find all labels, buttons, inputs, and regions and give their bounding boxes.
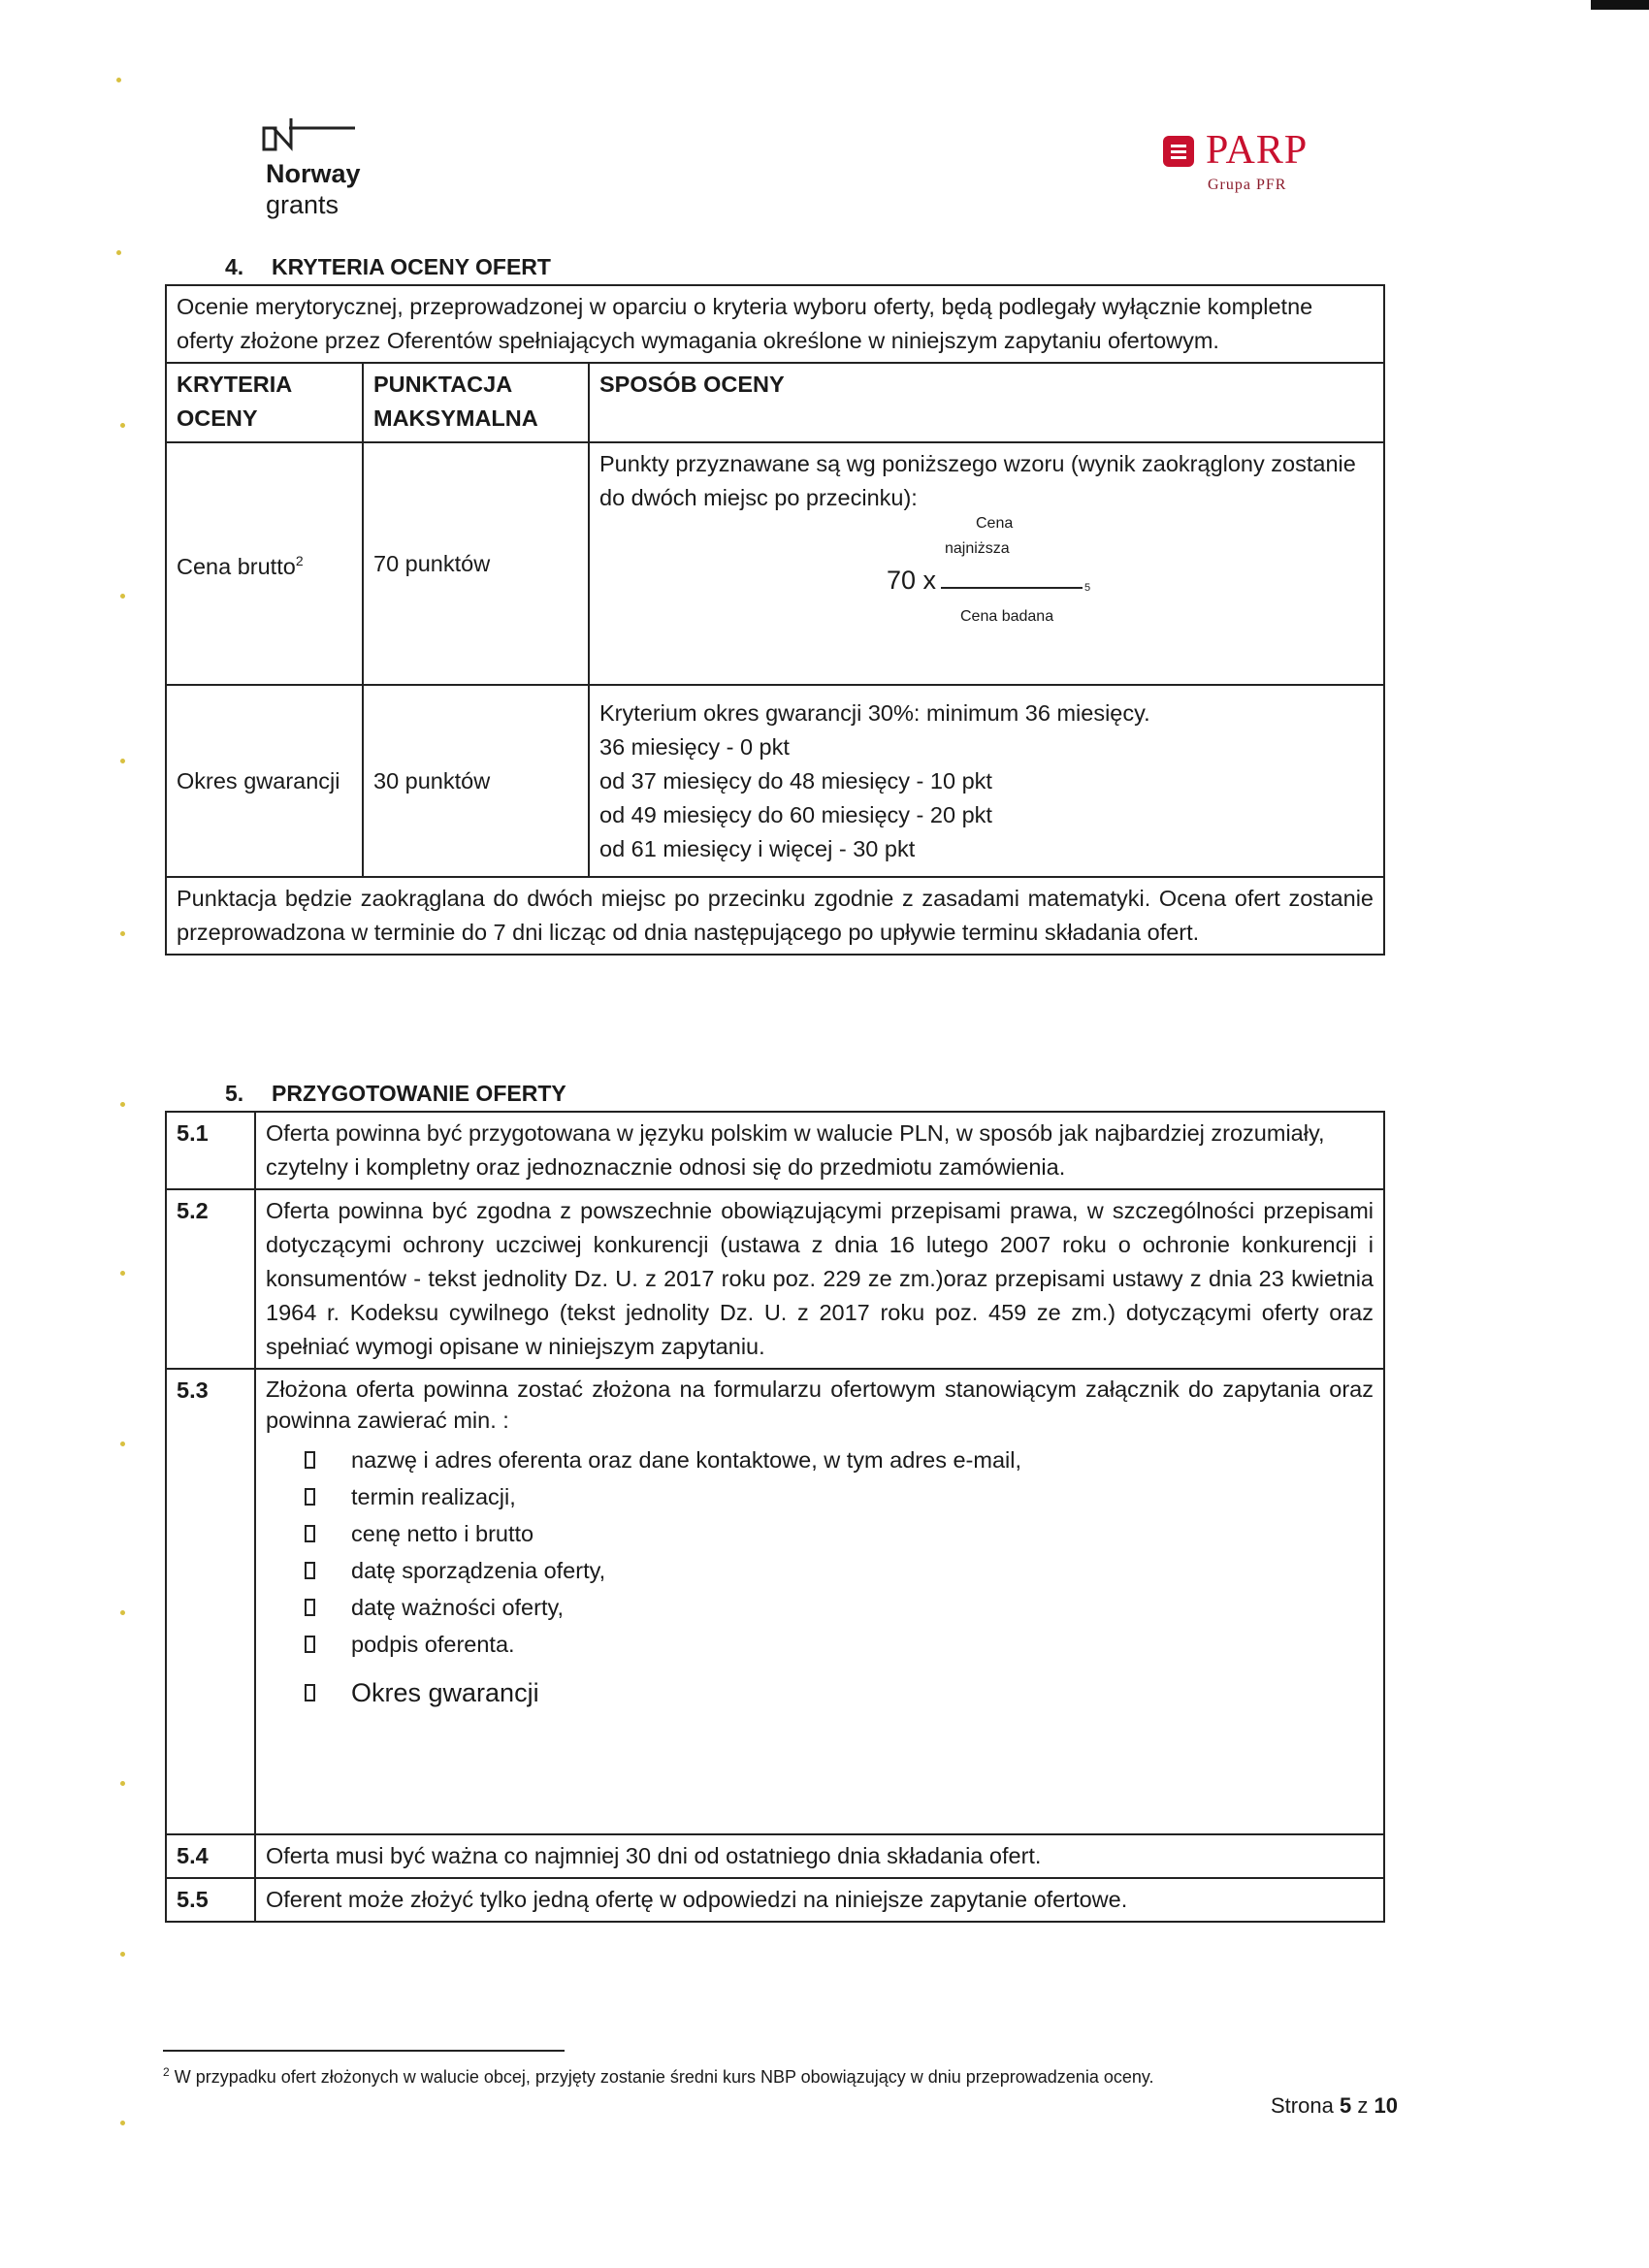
criteria-intro: Ocenie merytorycznej, przeprowadzonej w oparciu o kryteria wyboru oferty, będą podlegały wyłącznie kompletne oferty złożone przez Oferentów spełniających wymagania określone w niniejszym zapytaniu ofertowym. [166, 285, 1384, 363]
header-points: PUNKTACJA MAKSYMALNA [363, 363, 589, 442]
warranty-line: 36 miesięcy - 0 pkt [599, 733, 790, 760]
price-method [589, 442, 1384, 685]
required-items-list [266, 1442, 1374, 1711]
criteria-header-row [166, 363, 1384, 442]
checkbox-icon [305, 1636, 315, 1653]
checkbox-icon [305, 1599, 315, 1616]
criteria-intro-row [166, 285, 1384, 363]
checkbox-icon [305, 1525, 315, 1542]
prep-row-number: 5.2 [166, 1189, 255, 1369]
prep-row [166, 1189, 1384, 1369]
header-criteria: KRYTERIA OCENY [166, 363, 363, 442]
parp-logo-icon [1163, 136, 1198, 171]
formula-top-line1: Cena [976, 515, 1014, 532]
checkbox-icon [305, 1562, 315, 1579]
prep-row-text: Oferta powinna być przygotowana w języku polskim w walucie PLN, w sposób jak najbardziej zrozumiały, czytelny i kompletny oraz jednoznacznie odnosi się do przedmiotu zamówienia. [255, 1112, 1384, 1189]
section-5-heading [225, 1079, 566, 1108]
parp-logo [1159, 128, 1353, 206]
required-item-label: podpis oferenta. [351, 1632, 515, 1657]
scan-speck [120, 1952, 125, 1957]
prep-row [166, 1369, 1384, 1834]
required-item [305, 1674, 1374, 1711]
page-number-separator: z [1357, 2093, 1369, 2118]
page-number-total: 10 [1374, 2093, 1398, 2118]
warranty-points: 30 punktów [363, 685, 589, 877]
section-4-title: KRYTERIA OCENY OFERT [272, 254, 551, 279]
price-row [166, 442, 1384, 685]
parp-logo-subtext: Grupa PFR [1208, 177, 1287, 193]
footnote [163, 2060, 1154, 2089]
required-item-label: termin realizacji, [351, 1484, 516, 1509]
required-item [305, 1589, 1374, 1626]
formula-subscript: 5 [1084, 582, 1091, 594]
scan-speck [120, 1610, 125, 1615]
warranty-line: od 49 miesięcy do 60 miesięcy - 20 pkt [599, 801, 992, 827]
required-item-label: nazwę i adres oferenta oraz dane kontaktowe, w tym adres e-mail, [351, 1447, 1021, 1473]
formula-bottom: Cena badana [960, 608, 1054, 625]
required-item-label: datę ważności oferty, [351, 1595, 565, 1620]
prep-row [166, 1834, 1384, 1878]
criteria-closing: Punktacja będzie zaokrąglana do dwóch miejsc po przecinku zgodnie z zasadami matematyki. Ocena ofert zostanie przeprowadzona w terminie do 7 dni licząc od dnia następującego po upływie terminu składania ofert. [166, 877, 1384, 955]
prep-row-number: 5.5 [166, 1878, 255, 1922]
scan-speck [120, 2121, 125, 2125]
price-footnote-ref: 2 [295, 552, 304, 568]
required-item-label: cenę netto i brutto [351, 1521, 534, 1546]
price-criterion-label: Cena brutto [177, 553, 296, 579]
scan-speck [116, 78, 121, 82]
warranty-row [166, 685, 1384, 877]
header-method: SPOSÓB OCENY [589, 363, 1384, 442]
prep-row-number: 5.3 [166, 1369, 255, 1834]
prep-row-text: Oferent może złożyć tylko jedną ofertę w odpowiedzi na niniejsze zapytanie ofertowe. [255, 1878, 1384, 1922]
required-item [305, 1552, 1374, 1589]
price-criterion [166, 442, 363, 685]
parp-logo-text: PARP [1206, 128, 1309, 173]
price-method-text: Punkty przyznawane są wg poniższego wzoru (wynik zaokrąglony zostanie do dwóch miejsc po przecinku): [599, 451, 1356, 510]
formula-fraction-line [941, 587, 1083, 589]
required-item-label: datę sporządzenia oferty, [351, 1558, 606, 1583]
scan-speck [120, 931, 125, 936]
section-5-title: PRZYGOTOWANIE OFERTY [272, 1081, 566, 1106]
page-number-current: 5 [1339, 2093, 1352, 2118]
prep-row-text: Oferta musi być ważna co najmniej 30 dni od ostatniego dnia składania ofert. [255, 1834, 1384, 1878]
page-number [1271, 2093, 1398, 2119]
page-number-prefix: Strona [1271, 2093, 1334, 2118]
scan-speck [116, 250, 121, 255]
criteria-closing-row [166, 877, 1384, 955]
norway-grants-logo [262, 107, 398, 223]
prep-row-number: 5.1 [166, 1112, 255, 1189]
prep-row-text: Oferta powinna być zgodna z powszechnie obowiązującymi przepisami prawa, w szczególności przepisami dotyczącymi ochrony uczciwej konkurencji (ustawa z dnia 16 lutego 2007 roku o ochronie konkurencji i konsumentów - tekst jednolity Dz. U. z 2017 roku poz. 229 ze zm.)oraz przepisami ustawy z dnia 23 kwietnia 1964 r. Kodeksu cywilnego (tekst jednolity Dz. U. z 2017 roku poz. 459 ze zm.) dotyczącymi oferty oraz spełniać wymogi opisane w niniejszym zapytaniu. [255, 1189, 1384, 1369]
section-4-number: 4. [225, 254, 244, 279]
required-item [305, 1478, 1374, 1515]
scan-speck [120, 1271, 125, 1276]
required-item [305, 1626, 1374, 1663]
checkbox-icon [305, 1488, 315, 1506]
checkbox-icon [305, 1451, 315, 1469]
offer-preparation-table [165, 1111, 1385, 1923]
formula-top-line2: najniższa [945, 540, 1010, 557]
footnote-ref: 2 [163, 2065, 170, 2079]
required-item [305, 1515, 1374, 1552]
formula-multiplier: 70 x [887, 566, 937, 595]
scan-speck [120, 423, 125, 428]
warranty-line: Kryterium okres gwarancji 30%: minimum 36 miesięcy. [599, 699, 1150, 726]
price-formula [599, 515, 1374, 641]
prep-row [166, 1878, 1384, 1922]
scan-speck [120, 759, 125, 763]
prep-row-text: Złożona oferta powinna zostać złożona na formularzu ofertowym stanowiącym załącznik do zapytania oraz powinna zawierać min. : [266, 1377, 1374, 1433]
warranty-criterion: Okres gwarancji [166, 685, 363, 877]
prep-row-content [255, 1369, 1384, 1834]
norway-logo-text: Norway [266, 159, 361, 188]
warranty-method [589, 685, 1384, 877]
prep-row [166, 1112, 1384, 1189]
norway-logo-subtext: grants [266, 190, 340, 219]
criteria-table [165, 284, 1385, 956]
scan-speck [120, 594, 125, 599]
footnote-separator [163, 2050, 565, 2052]
required-item-label: Okres gwarancji [351, 1678, 539, 1707]
norway-grants-logo-icon [262, 107, 359, 155]
section-5-number: 5. [225, 1081, 244, 1106]
price-points: 70 punktów [363, 442, 589, 685]
warranty-line: od 37 miesięcy do 48 miesięcy - 10 pkt [599, 767, 992, 794]
required-item [305, 1442, 1374, 1478]
scan-speck [120, 1442, 125, 1446]
warranty-line: od 61 miesięcy i więcej - 30 pkt [599, 835, 916, 861]
prep-row-number: 5.4 [166, 1834, 255, 1878]
scan-corner-mark [1591, 0, 1649, 10]
scan-speck [120, 1781, 125, 1786]
checkbox-icon [305, 1684, 315, 1701]
scan-speck [120, 1102, 125, 1107]
footnote-text: W przypadku ofert złożonych w walucie obcej, przyjęty zostanie średni kurs NBP obowiązujący w dniu przeprowadzenia oceny. [174, 2067, 1154, 2087]
section-4-heading [225, 252, 551, 281]
